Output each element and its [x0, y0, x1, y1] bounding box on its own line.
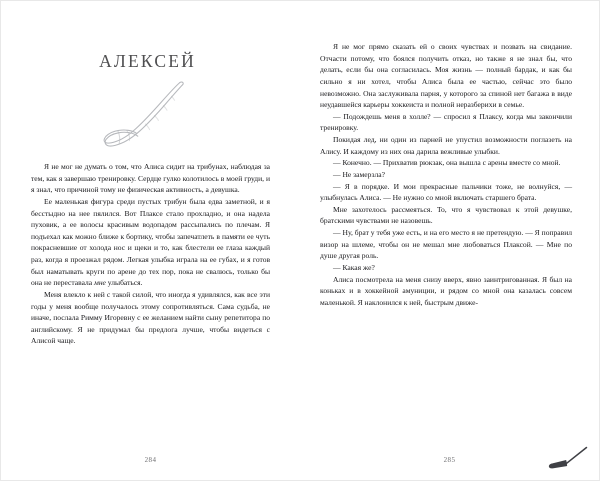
paragraph: Покидая лед, ни один из парней не упустил возможности поглазеть на Алису. И каждому из них она дарила вежливые улыбки. — [320, 135, 572, 156]
dialogue-line: — Ну, брат у тебя уже есть, и на его место я не претендую. — Я поправил визор на шлеме, чтобы он не мешал мне любоваться Плаксой. — Мне по душе другая роль. — [320, 228, 572, 261]
dialogue-line: — Я в порядке. И мои прекрасные пальчики тоже, не волнуйся, — улыбнулась Алиса. — Не нужно со мной включать старшего брата. — [320, 181, 572, 203]
chapter-header — [31, 41, 270, 159]
right-page — [300, 1, 599, 480]
paragraph: Меня влекло к ней с такой силой, что иногда я удивлялся, как все эти годы у меня вообще получалось этому сопротивляться. Сама судьба, не иначе, послала Римму Игоревну с ее желанием найти сыну репетитора по английскому. Я не придумал бы предлога лучше, чтобы видеться с Алисой чаще. — [31, 289, 271, 346]
paragraph: Мне захотелось рассмеяться. То, что я чувствовал к этой девушке, братскими чувствами не назовешь. — [320, 204, 572, 226]
left-page — [1, 1, 300, 480]
paragraph: Я не мог не думать о том, что Алиса сидит на трибунах, наблюдая за тем, как я завершаю тренировку. Сердце гулко колотилось в моей груди, и я знал, что причиной тому не физическая активность, а девушка. — [31, 162, 271, 195]
hockey-stick-illustration — [93, 79, 213, 157]
dialogue-line: — Конечно. — Прихватив рюкзак, она вышла с арены вместе со мной. — [333, 158, 561, 168]
paragraph-text-part: Ее маленькая фигура среди пустых трибун была едва заметной, и я бесстыдно на нее пялился. Вот Плаксе стало прохладно, и она надела пуховик, а ее волосы красивым водопадом рассыпались по плечам. Я подъехал как можно ближе к бортику, чтобы запечатлеть в памяти ее чуть покрасневшие от холода нос и щеки и то, как блестели ее глаза каждый раз, когда я проезжал рядом. Легкая улыбка играла на ее губах, и я готов был наматывать круги по арене до тех пор, пока не свалюсь, только бы она не переставала — [31, 196, 271, 288]
paragraph — [31, 196, 270, 289]
page-title: АЛЕКСЕЙ — [99, 51, 196, 71]
emphasized-word: мне — [94, 278, 106, 288]
paragraph: Я не мог прямо сказать ей о своих чувствах и позвать на свидание. Отчасти потому, что боялся получить отказ, но также я не знал бы, что делать, если бы она согласилась. Моя жизнь — полный бардак, и как бы сильно я ни хотел, чтобы Алиса была ее частью, сейчас это было невозможно. Она заслуживала парня, у которого за спиной нет багажа в виде неудавшейся карьеры хоккеиста и полной неразберихи в семье. — [320, 42, 572, 110]
left-page-body — [31, 161, 270, 347]
paragraph-text-tail: улыбаться. — [105, 278, 143, 288]
page-number-right: 285 — [443, 456, 456, 464]
hockey-stick-tail-ornament — [547, 446, 589, 472]
dialogue-line: — Какая же? — [333, 262, 375, 272]
right-page-body — [320, 41, 572, 308]
page-number-left: 284 — [144, 456, 157, 464]
dialogue-line: — Подождешь меня в холле? — спросил я Плаксу, когда мы закончили тренировку. — [320, 111, 572, 133]
paragraph: Алиса посмотрела на меня снизу вверх, явно заинтригованная. Я был на коньках и в хоккейной амуниции, и рядом со мной она казалась совсем маленькой. Я наклонился к ней, быстрым движе- — [320, 274, 572, 307]
dialogue-line: — Не замерзла? — [333, 169, 385, 179]
